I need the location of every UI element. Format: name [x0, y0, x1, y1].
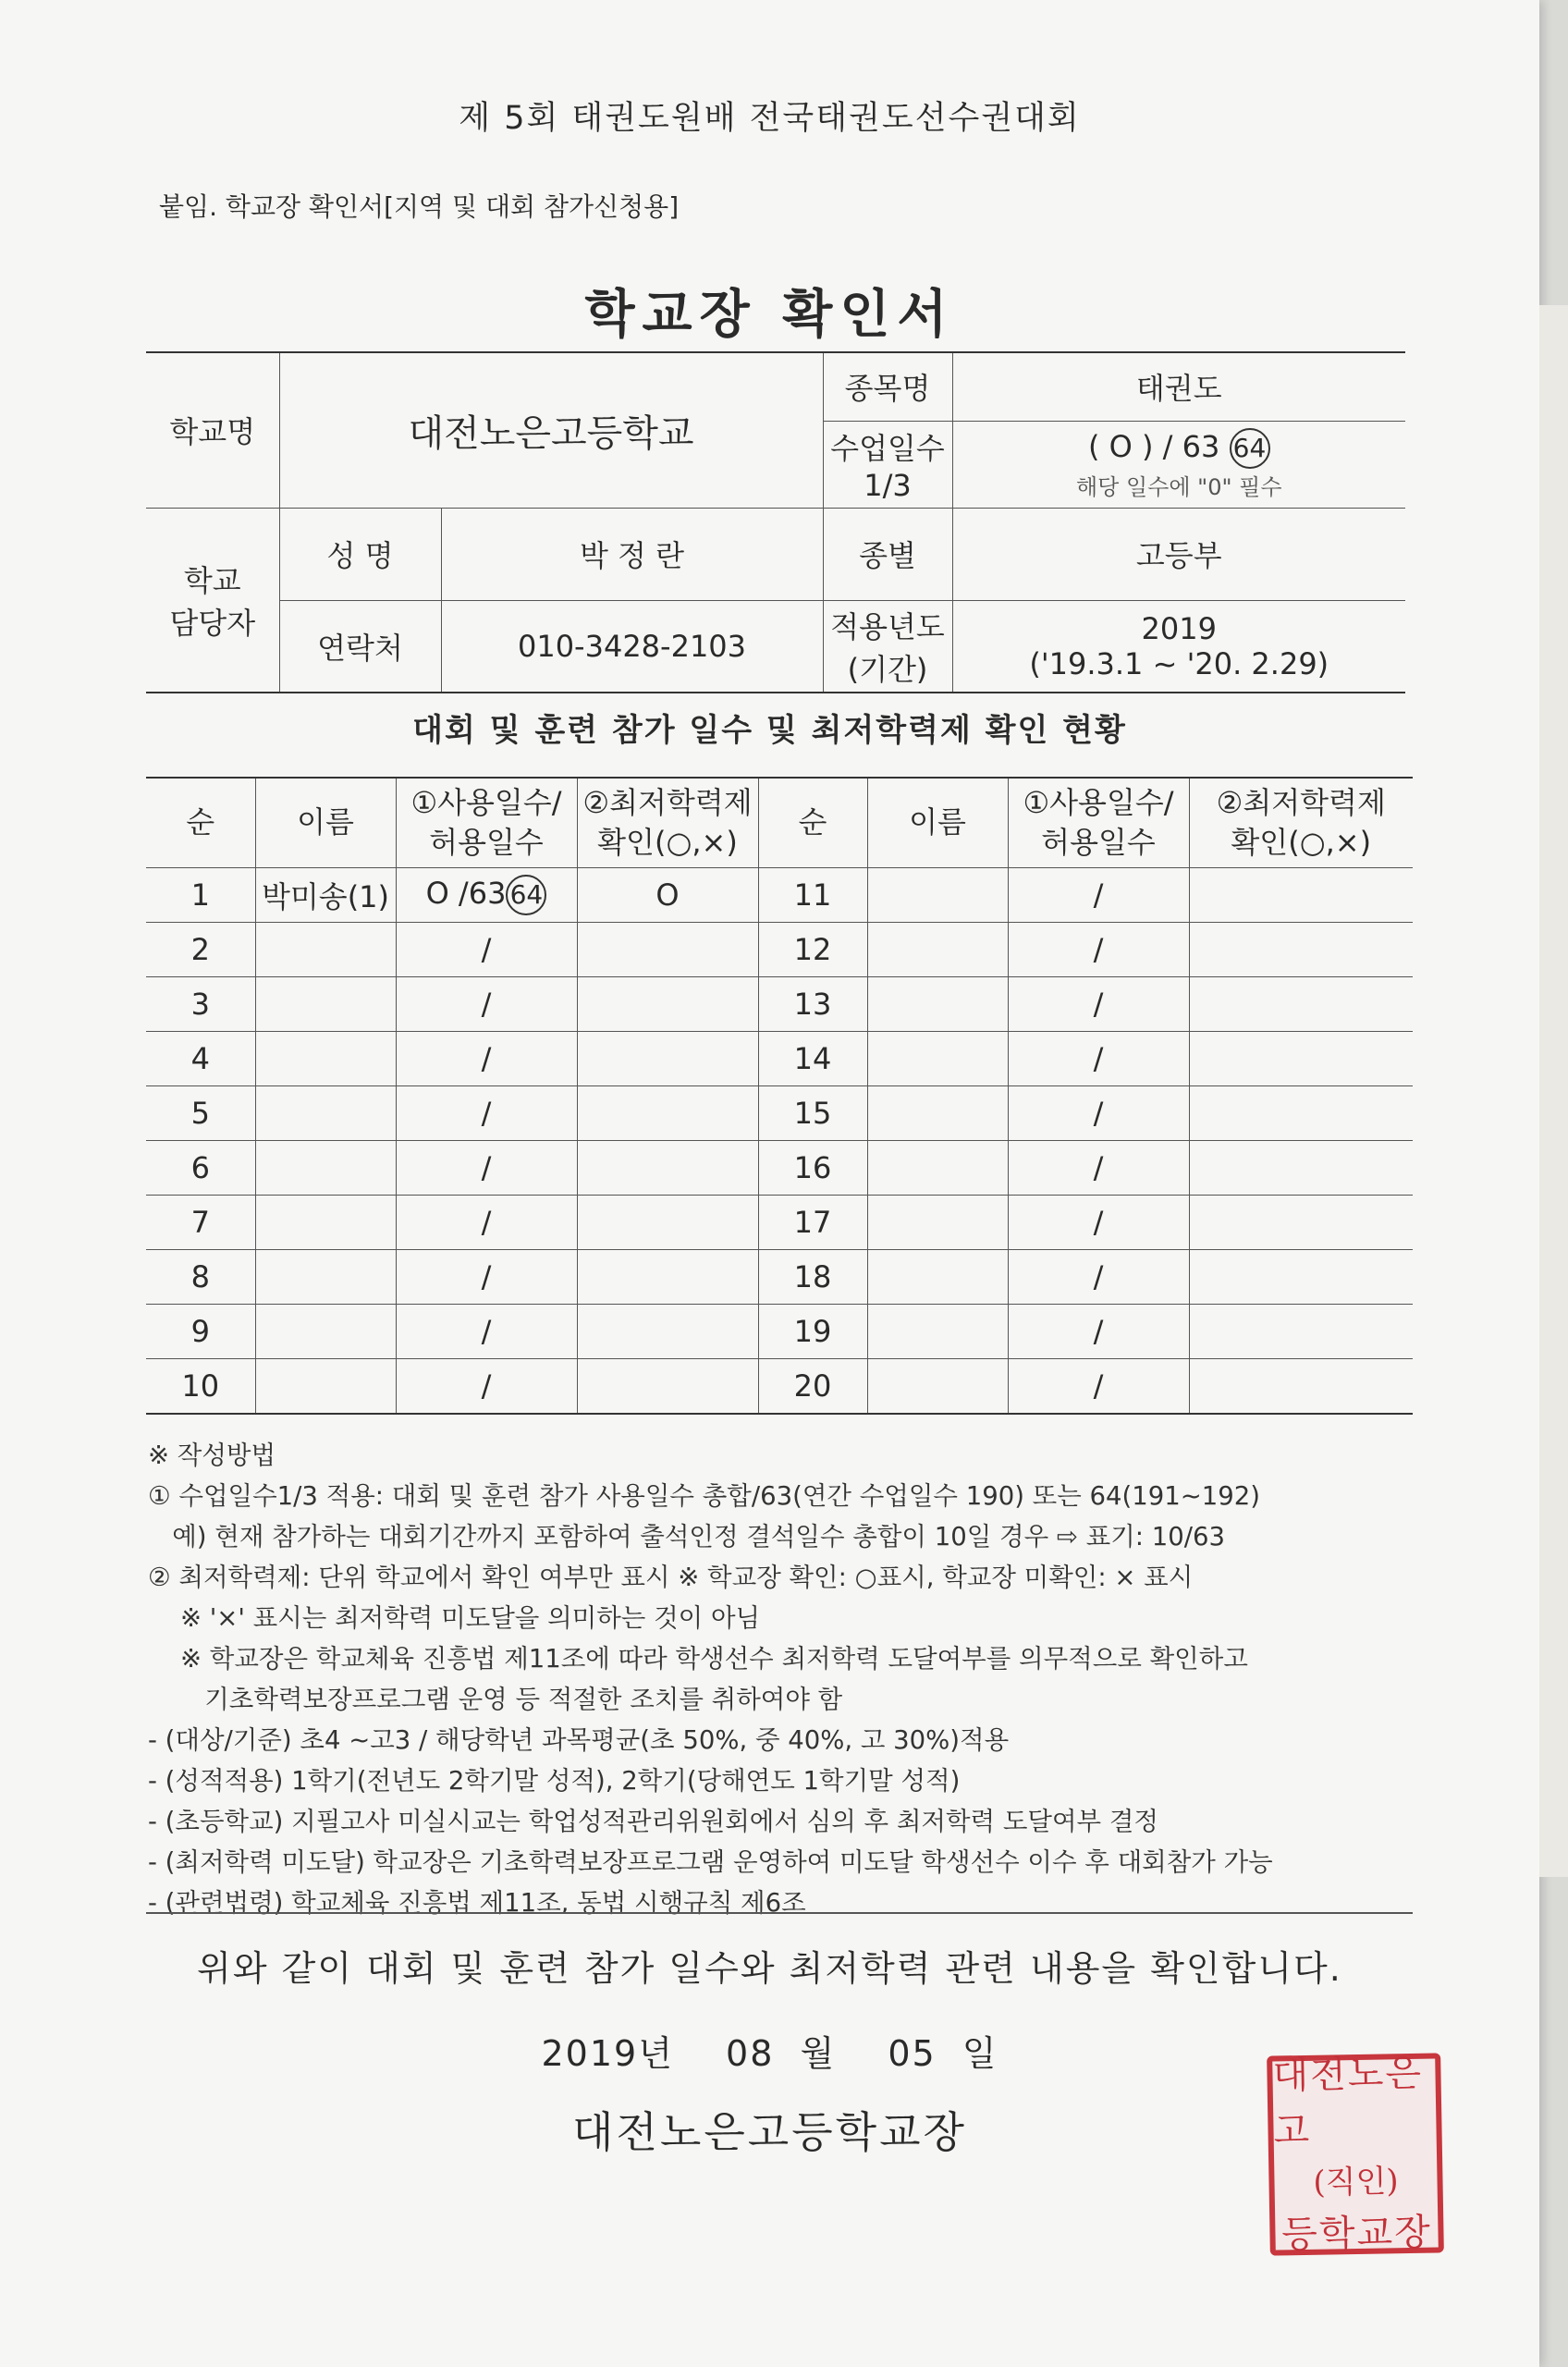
instruction-line: - (최저학력 미도달) 학교장은 기초학력보장프로그램 운영하여 미도달 학생선수 이수 후 대회참가 가능: [148, 1847, 1273, 1877]
instruction-line: ※ 작성방법: [148, 1441, 276, 1470]
table-row: 9 / 19 /: [146, 1305, 1413, 1359]
header-no-2: 순: [758, 778, 867, 868]
table-row: 1 박미송(1) O /63 64 O 11 /: [146, 868, 1413, 923]
status-table: [146, 777, 1413, 1415]
issue-date: 2019년 08 월 05 일: [541, 2033, 998, 2074]
year-label: 적용년도 (기간): [823, 600, 952, 693]
signer: 대전노은고등학교장: [572, 2107, 967, 2157]
instruction-line: - (대상/기준) 초4 ~고3 / 해당학년 과목평균(초 50%, 중 40%, 고 30%)적용: [148, 1725, 1010, 1755]
header-check: ②최저학력제 확인(○,×): [577, 778, 758, 868]
instructions: [148, 1435, 1424, 1923]
attachment-note: 붙임. 학교장 확인서[지역 및 대회 참가신청용]: [159, 191, 680, 222]
table-row: 2 / 12 /: [146, 923, 1413, 977]
divider: [146, 1912, 1413, 1914]
instruction-line: - (초등학교) 지필고사 미실시교는 학업성적관리위원회에서 심의 후 최저학력 도달여부 결정: [148, 1807, 1158, 1836]
status-rows: [146, 868, 1413, 1415]
table-row: 3 / 13 /: [146, 977, 1413, 1032]
days-value: ( O ) / 63 64 해당 일수에 "0" 필수: [952, 421, 1405, 508]
event-title: 제 5회 태권도원배 전국태권도선수권대회: [459, 100, 1081, 137]
table-row: 4 / 14 /: [146, 1032, 1413, 1086]
instruction-line: 예) 현재 참가하는 대회기간까지 포함하여 출석인정 결석일수 총합이 10일 경우 ⇨ 표기: 10/63: [148, 1522, 1226, 1551]
category-value: 고등부: [952, 508, 1405, 600]
instruction-line: ※ '×' 표시는 최저학력 미도달을 의미하는 것이 아님: [148, 1603, 761, 1633]
staff-label: 학교 담당자: [146, 508, 279, 693]
contact-value: 010-3428-2103: [441, 600, 823, 693]
name-label: 성 명: [279, 508, 441, 600]
table-row: 6 / 16 /: [146, 1141, 1413, 1196]
official-seal: 대전노은고 (직인) 등학교장: [1267, 2053, 1444, 2255]
instruction-line: ② 최저학력제: 단위 학교에서 확인 여부만 표시 ※ 학교장 확인: ○표시, 학교장 미확인: × 표시: [148, 1563, 1194, 1592]
status-title: 대회 및 훈련 참가 일수 및 최저학력제 확인 현황: [412, 712, 1127, 749]
name-value: 박 정 란: [441, 508, 823, 600]
table-row: 10 / 20 /: [146, 1359, 1413, 1415]
school-label: 학교명: [146, 352, 279, 508]
info-table: [146, 351, 1405, 693]
header-no: 순: [146, 778, 255, 868]
table-row: 5 / 15 /: [146, 1086, 1413, 1141]
instruction-line: - (성적적용) 1학기(전년도 2학기말 성적), 2학기(당해연도 1학기말 성적): [148, 1766, 961, 1796]
header-name: 이름: [255, 778, 396, 868]
event-label: 종목명: [823, 352, 952, 421]
category-label: 종별: [823, 508, 952, 600]
event-value: 태권도: [952, 352, 1405, 421]
instruction-line: 기초학력보장프로그램 운영 등 적절한 조치를 취하여야 함: [148, 1685, 843, 1714]
confirmation-statement: 위와 같이 대회 및 훈련 참가 일수와 최저학력 관련 내용을 확인합니다.: [197, 1948, 1342, 1989]
table-row: 7 / 17 /: [146, 1196, 1413, 1250]
background-edge: [1539, 305, 1568, 1877]
days-note: 해당 일수에 "0" 필수: [1075, 473, 1282, 500]
days-circled: 64: [1230, 428, 1270, 469]
year-value: 2019 ('19.3.1 ~ '20. 2.29): [952, 600, 1405, 693]
instruction-line: ※ 학교장은 학교체육 진흥법 제11조에 따라 학생선수 최저학력 도달여부를 의무적으로 확인하고: [148, 1644, 1248, 1674]
school-name: 대전노은고등학교: [279, 352, 823, 508]
header-days-2: ①사용일수/ 허용일수: [1008, 778, 1189, 868]
instruction-line: - (관련법령) 학교체육 진흥법 제11조, 동법 시행규칙 제6조: [148, 1888, 806, 1918]
document-title: 학교장 확인서: [584, 285, 955, 345]
contact-label: 연락처: [279, 600, 441, 693]
header-check-2: ②최저학력제 확인(○,×): [1189, 778, 1413, 868]
days-circled: 64: [506, 875, 546, 915]
days-label: 수업일수 1/3: [823, 421, 952, 508]
header-name-2: 이름: [867, 778, 1008, 868]
instruction-line: ① 수업일수1/3 적용: 대회 및 훈련 참가 사용일수 총합/63(연간 수업일수 190) 또는 64(191~192): [148, 1481, 1261, 1511]
header-days: ①사용일수/ 허용일수: [396, 778, 577, 868]
table-row: 8 / 18 /: [146, 1250, 1413, 1305]
